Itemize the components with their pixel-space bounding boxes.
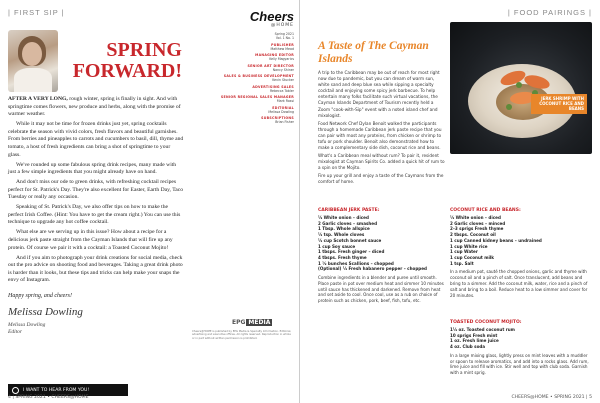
masthead-fine-print: Cheers@HOME is published by EPG Media & Specialty Information. Editorial, advertising and executive offices. All rights reserved. Reproduction in whole or in part without written permission is prohibited. xyxy=(192,330,292,340)
masthead-entry: SENIOR ART DIRECTOR Nancy Shiner xyxy=(247,63,294,72)
ingredient: 2–3 sprigs Fresh thyme xyxy=(450,226,504,232)
mojito-heading: TOASTED COCONUT MOJITO: xyxy=(450,320,522,325)
ingredient: 1 cup White rice xyxy=(450,243,488,249)
letter-paragraph: Speaking of St. Patrick's Day, we also offer tips on how to make the perfect Irish Coffee. (Hint: You have to get the cream right.) You can use this technique to upgrade any hot coffee cocktail. xyxy=(8,204,181,226)
editor-letter xyxy=(8,96,184,287)
section-label-first-sip: | FIRST SIP | xyxy=(8,8,65,17)
ingredient: 1 ½ bunches Scallions – chopped xyxy=(318,260,394,266)
ingredient: 1 tbsps. Fresh ginger – diced xyxy=(318,249,385,255)
letter-paragraph: While it may not be time for frozen drinks just yet, spring cocktails celebrate the season with vivid colors, fresh flavors and beautiful garnishes. From berries and pineapples to carrots and cucumbers to basil, dill, thyme and tomato, a host of fresh ingredients can bring a shot of springtime to your glass. xyxy=(8,121,184,158)
article-title: A Taste of The Cayman Islands xyxy=(318,40,429,65)
ingredient: 10 sprigs Fresh mint xyxy=(450,332,498,338)
epg-logo-text: EPG xyxy=(232,318,246,326)
mojito-recipe xyxy=(450,320,592,376)
jerk-shrimp-photo xyxy=(450,22,592,154)
page-folio-left: 4 | SPRING 2021 • CHEERS@HOME xyxy=(8,395,89,400)
ingredient: 1 tsp. Salt xyxy=(450,260,474,266)
ingredient: 4 tbsps. Fresh thyme xyxy=(318,254,367,260)
masthead-entry: EDITORIAL Melissa Dowling xyxy=(268,105,294,114)
ingredient: ½ White onion – diced xyxy=(450,215,501,220)
editor-photo-body xyxy=(14,68,52,92)
email-icon xyxy=(12,387,19,394)
cheers-logo-sub: @HOME xyxy=(270,23,294,28)
masthead-entry: ADVERTISING SALES Rebecca Tobler xyxy=(252,84,294,93)
ingredient: (Optional) ½ Fresh habanero pepper – chopped xyxy=(318,266,427,272)
issue-volume: Vol. 1 No. 1 xyxy=(275,36,294,40)
editor-photo-face xyxy=(22,42,42,66)
intro-paragraph: Fire up your grill and enjoy a taste of the Caymans from the comfort of home. xyxy=(318,172,444,184)
intro-paragraph: A trip to the Caribbean may be out of reach for most right now due to pandemic, but you can dream of warm sun, white sand and deep blue sea while sipping a specialty cocktail and enjoying some spicy jerk barbecue. To help entertain many folks facilitate such virtual vacations, the Cayman Islands Department of Tourism recently held a Zoom "cook-with-Sip" event with a noted island chef and mixologist. xyxy=(318,70,440,118)
media-logo-text: MEDIA xyxy=(248,318,271,326)
issue-date: Spring 2021 xyxy=(274,32,294,36)
headline-line1: SPRING xyxy=(106,39,182,61)
epg-media-logo xyxy=(232,318,290,326)
editor-photo xyxy=(8,30,58,92)
ingredient: ½ tsp. Whole cloves xyxy=(318,232,365,238)
letter-paragraph: We've rounded up some fabulous spring drink recipes, many made with just a few simple ingredients that you might already have on hand. xyxy=(8,161,177,176)
right-page xyxy=(300,0,600,403)
masthead-entry: SENIOR REGIONAL SALES MANAGER Mark Rossi xyxy=(220,95,294,103)
masthead-entry: MANAGING EDITOR Kelly Magyarics xyxy=(255,53,294,61)
mojito-method: In a large mixing glass, lightly press on mint leaves with a muddler or spoon to release aromatics, and add into a rocks glass. Add rum, lime juice and fill with ice. Stir well and top with club soda. Garnish with a mint sprig. xyxy=(450,352,589,376)
masthead-entry: SALES & BUSINESS DEVELOPMENT Kevin Stucker xyxy=(223,74,294,82)
letter-paragraph: And don't miss our ode to green drinks, with refreshing cocktail recipes perfect for St. Patrick's Day. They're also excellent for Easter, Earth Day, Taco Tuesday or really any occasion. xyxy=(8,179,184,201)
cheers-logo: Cheers xyxy=(249,9,294,24)
editor-signature: Melissa Dowling xyxy=(8,306,83,318)
intro-paragraph: What's a Caribbean meal without rum? To pair it, resident mixologist at Cayman Spirits Co. added a quick hit of rum to a spin on the Mojito. xyxy=(318,152,445,170)
page-folio-right: CHEERS@HOME • SPRING 2021 | 5 xyxy=(511,395,592,400)
intro-paragraph: Food Network Chef Dylan Benoit walked the participants through a homemade Caribbean jerk paste recipe that you can pair with most any proteins, from chicken or shrimp to tofu or pork shoulder. Benoit also demonstrated how to make a complementary side dish, coconut rice and beans. xyxy=(318,120,442,150)
ingredient: 1 cup Water xyxy=(450,249,478,255)
ingredient: 1½ oz. Toasted coconut rum xyxy=(450,327,515,332)
letter-paragraph: AFTER A VERY LONG, rough winter, spring is finally in sight. And with springtime comes flowers, new produce and herbs, along with the promise of warmer weather. xyxy=(8,96,181,118)
masthead-entry: SUBSCRIPTIONS Brian Fisher xyxy=(261,116,294,124)
sign-off: Happy spring, and cheers! xyxy=(8,293,72,299)
ingredient: 2 Garlic cloves – minced xyxy=(450,220,506,226)
ingredient: 1 cup Canned kidney beans – undrained xyxy=(450,237,542,243)
ingredient: 2 tbsps. Coconut oil xyxy=(450,232,496,238)
jerk-paste-method: Combine ingredients in a blender and puree until smooth. Place paste in pot over medium heat and simmer 10 minutes until sauce has thickened and darkened. Remove from heat and set aside to cool. Once cool, use as a rub on choice of protein such as chicken, pork, beef, fish, tofu, etc. xyxy=(318,275,444,304)
jerk-paste-recipe xyxy=(318,208,446,304)
jerk-paste-heading: CARIBBEAN JERK PASTE: xyxy=(318,208,380,213)
letter-paragraph: And if you aim to photograph your drink creations for social media, check out the pro advice on shooting food and beverages. Taking a great drink photo is harder than it looks, but these tips and tricks can help make your snaps the envy of Instagram. xyxy=(8,254,183,284)
contact-banner-text: I WANT TO HEAR FROM YOU! xyxy=(23,387,90,393)
photo-caption-label: JERK SHRIMP WITH COCONUT RICE AND BEANS xyxy=(531,94,587,114)
ingredient: 1 cup Soy sauce xyxy=(318,243,356,249)
ingredient: 1 Tbsp. Whole allspice xyxy=(318,226,370,232)
editor-credit xyxy=(8,322,45,336)
ingredient: 4 oz. Club soda xyxy=(450,344,486,350)
ingredient: 1 oz. Fresh lime juice xyxy=(450,338,499,344)
herb-garnish xyxy=(506,104,512,110)
section-label-food-pairings: | FOOD PAIRINGS | xyxy=(507,8,592,17)
ingredient: ½ cup Scotch bonnet sauce xyxy=(318,237,382,243)
coconut-rice-heading: COCONUT RICE AND BEANS: xyxy=(450,208,521,213)
ingredient: 2 Garlic cloves – smashed xyxy=(318,220,378,226)
ingredient: ½ White onion – diced xyxy=(318,215,369,220)
headline-line2: FORWARD! xyxy=(72,60,182,82)
letter-lead: AFTER A VERY LONG, xyxy=(8,96,68,102)
masthead-entry: PUBLISHER Matthew Mead xyxy=(270,42,294,51)
editor-name: Melissa Dowling xyxy=(8,322,46,328)
coconut-rice-method: In a medium pot, sauté the chopped onions, garlic and thyme with coconut oil and a pinch of salt. Once translucent, add beans and bring to a simmer. Add the coconut milk, water, rice and a pinch of salt and bring to a boil. Reduce heat to a low simmer and cover for 20 minutes. xyxy=(450,269,588,298)
letter-paragraph: What else are we serving up in this issue? How about a recipe for a delicious jerk paste straight from the Cayman Islands that will fire up any protein. Of course we pair it with a cocktail: a Toasted Coconut Mojito! xyxy=(8,229,173,251)
herb-garnish xyxy=(516,82,522,88)
ingredient: 1 cup Coconut milk xyxy=(450,254,495,260)
coconut-rice-recipe xyxy=(450,208,592,298)
headline xyxy=(64,40,182,82)
article-intro xyxy=(318,70,446,187)
editor-title: Editor xyxy=(8,329,23,335)
